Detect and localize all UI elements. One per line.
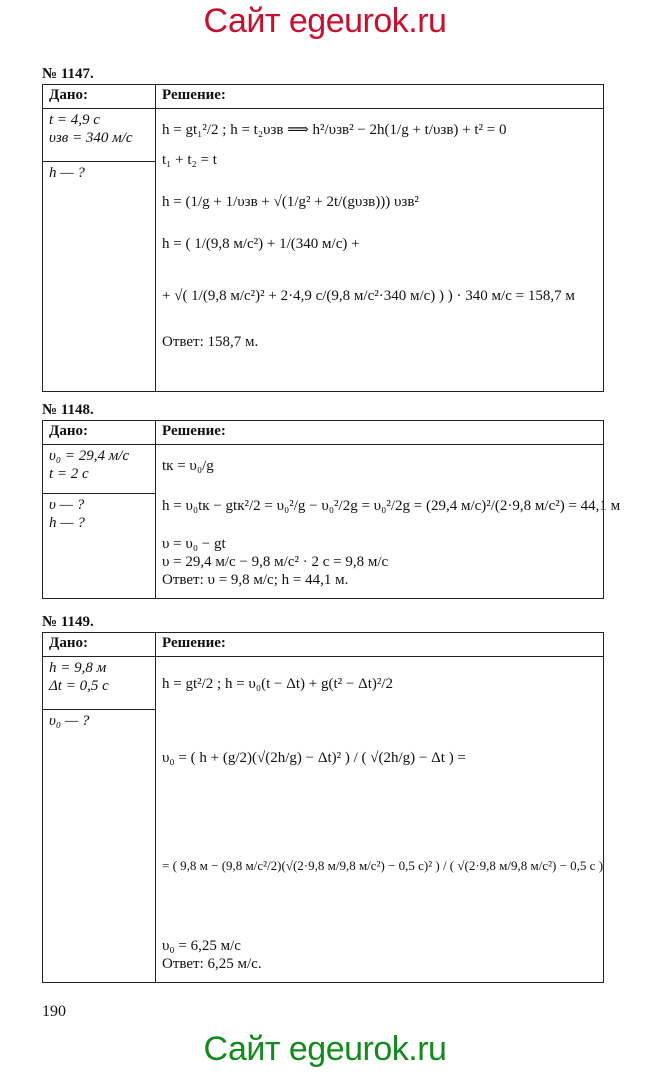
given-cell [43,445,156,494]
given-header: Дано: [43,421,156,445]
solution-cell [156,445,621,599]
answer-line: Ответ: υ = 9,8 м/с; h = 44,1 м. [162,572,349,588]
answer-line: Ответ: 158,7 м. [162,334,259,350]
given-cell [43,109,156,162]
solution-line: h = υ₀tк − gtк²/2 = υ₀²/g − υ₀²/2g = υ₀²/2g = (29,4 м/с)²/(2·9,8 м/с²) = 44,1 м [162,498,621,514]
find-cell [43,494,156,599]
find-height: h — ? [49,165,85,181]
solution-line: h = ( 1/(9,8 м/с²) + 1/(340 м/с) + [162,236,360,252]
given-delta-t: Δt = 0,5 с [49,678,109,694]
find-speed: υ — ? [49,497,85,513]
find-cell [43,162,156,392]
given-height: h = 9,8 м [49,660,107,676]
given-header: Дано: [43,633,156,657]
problem-number-1148: № 1148. [42,402,94,418]
solution-line: + √( 1/(9,8 м/с²)² + 2·4,9 с/(9,8 м/с²·340 м/с) ) ) · 340 м/с = 158,7 м [162,288,575,304]
problem-table-1149 [42,632,604,983]
problem-table-1147 [42,84,604,392]
given-initial-speed: υ₀ = 29,4 м/с [49,448,130,464]
solution-header: Решение: [156,85,604,109]
problem-number-1149: № 1149. [42,614,94,630]
find-height: h — ? [49,515,85,531]
problem-number-1147: № 1147. [42,66,94,82]
site-watermark-bottom: Сайт egeurok.ru [203,1030,447,1068]
given-time: t = 2 с [49,466,89,482]
given-header: Дано: [43,85,156,109]
problem-table-1148 [42,420,621,599]
given-time: t = 4,9 с [49,112,100,128]
given-cell [43,657,156,710]
solution-line: h = (1/g + 1/υзв + √(1/g² + 2t/(gυзв))) υзв² [162,194,419,210]
given-sound-speed: υзв = 340 м/с [49,130,133,146]
solution-line: tк = υ₀/g [162,458,214,474]
solution-line: υ = υ₀ − gt [162,536,226,552]
solution-line: υ₀ = 6,25 м/с [162,938,241,954]
solution-cell [156,109,604,392]
site-watermark-top: Сайт egeurok.ru [203,2,447,40]
page-number: 190 [42,1003,66,1020]
solution-header: Решение: [156,633,604,657]
solution-line: υ₀ = ( h + (g/2)(√(2h/g) − Δt)² ) / ( √(2h/g) − Δt ) = [162,750,466,766]
find-cell [43,710,156,983]
solution-line: = ( 9,8 м − (9,8 м/с²/2)(√(2·9,8 м/9,8 м/с²) − 0,5 с)² ) / ( √(2·9,8 м/9,8 м/с²) − 0,5 с ) [162,858,604,873]
solution-line: υ = 29,4 м/с − 9,8 м/с² · 2 с = 9,8 м/с [162,554,389,570]
solution-line: t₁ + t₂ = t [162,152,217,168]
solution-cell [156,657,604,983]
answer-line: Ответ: 6,25 м/с. [162,956,262,972]
solution-header: Решение: [156,421,604,445]
solution-line: h = gt₁²/2 ; h = t₂υзв ⟹ h²/υзв² − 2h(1/g + t/υзв) + t² = 0 [162,122,507,138]
find-initial-speed: υ₀ — ? [49,713,90,729]
solution-line: h = gt²/2 ; h = υ₀(t − Δt) + g(t² − Δt)²/2 [162,676,394,692]
